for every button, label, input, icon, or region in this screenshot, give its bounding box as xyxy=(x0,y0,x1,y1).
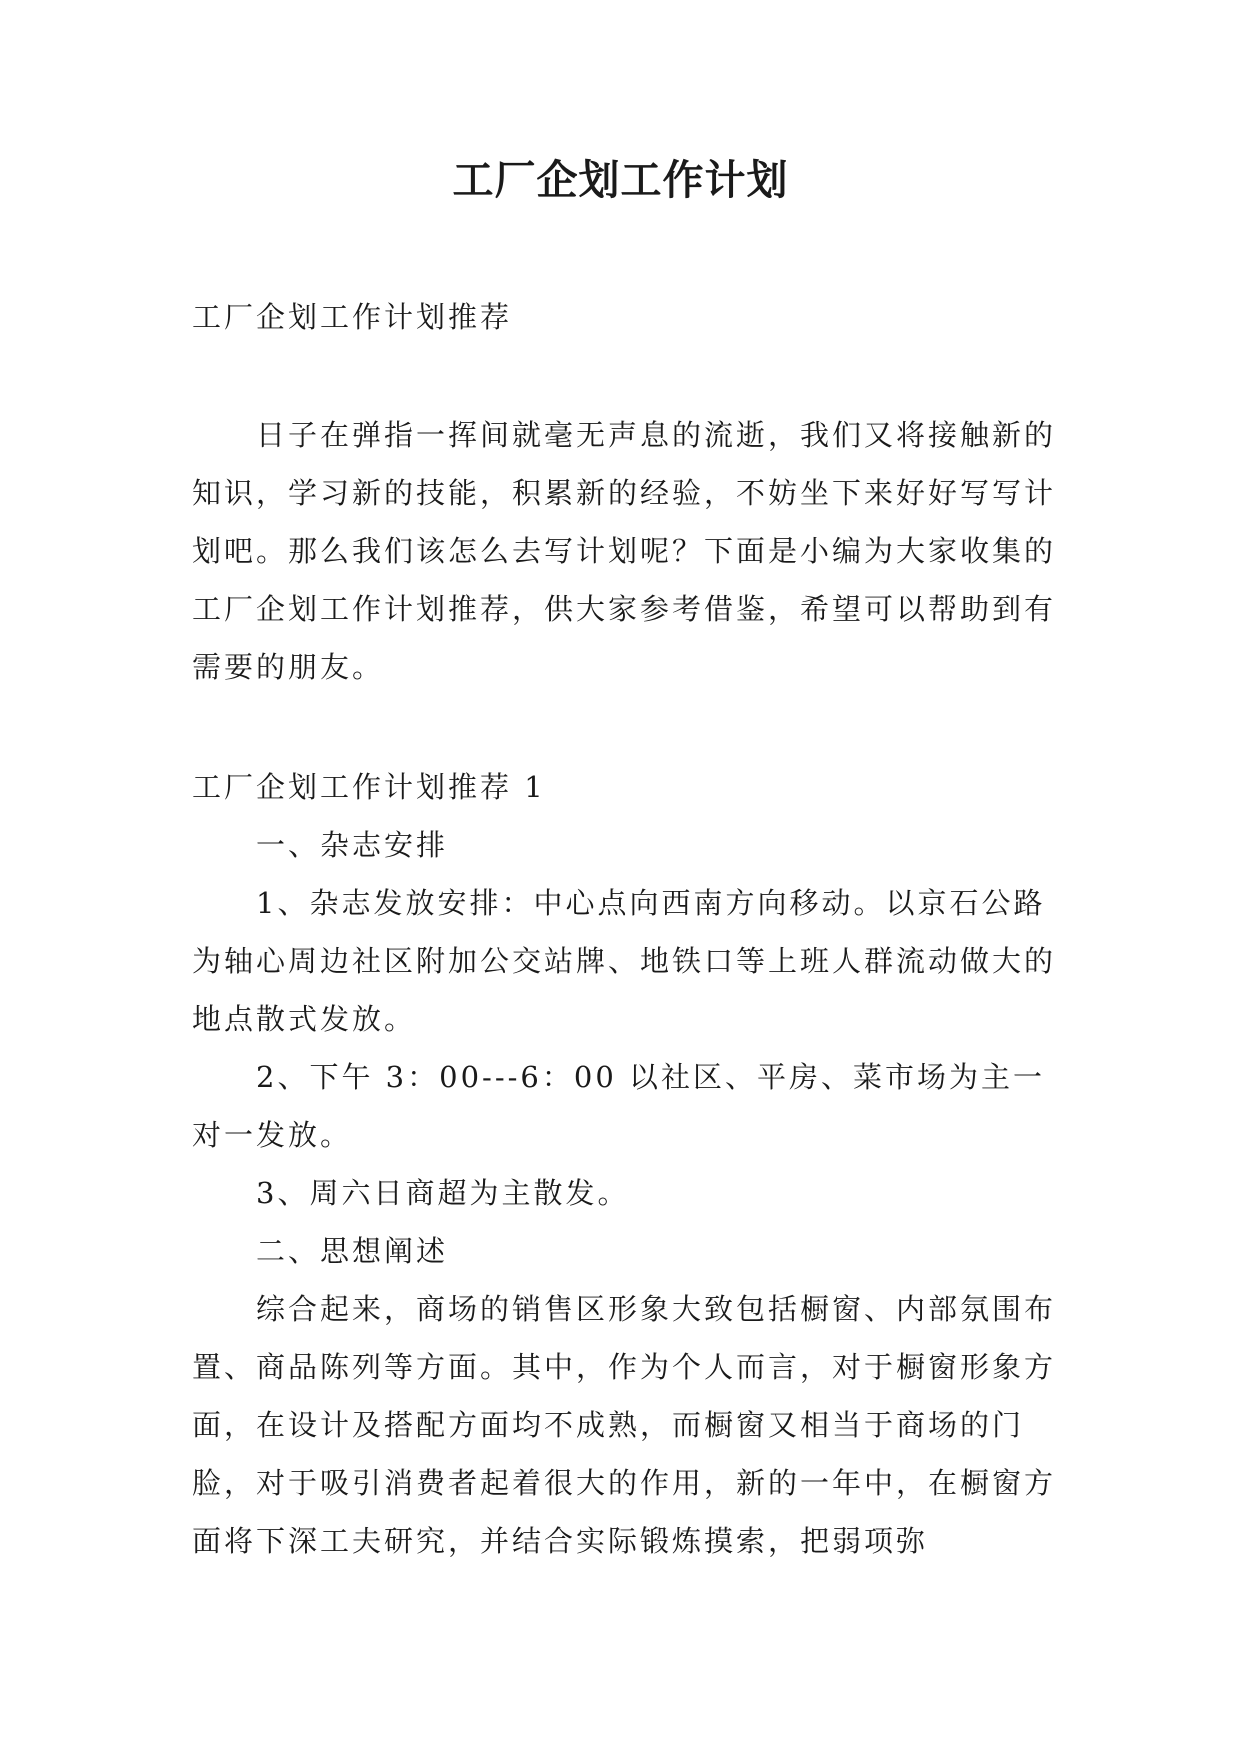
document-title: 工厂企划工作计划 xyxy=(452,156,789,204)
paragraph-item-2: 2、下午 3：00---6：00 以社区、平房、菜市场为主一对一发放。 xyxy=(192,1060,1045,1152)
paragraph-item-3: 3、周六日商超为主散发。 xyxy=(256,1176,630,1210)
document-subtitle: 工厂企划工作计划推荐 xyxy=(192,300,513,334)
section-1 xyxy=(192,758,1060,1570)
section-heading: 工厂企划工作计划推荐 1 xyxy=(192,770,546,804)
paragraph-body: 综合起来，商场的销售区形象大致包括橱窗、内部氛围布置、商品陈列等方面。其中，作为个人而言，对于橱窗形象方面，在设计及搭配方面均不成熟，而橱窗又相当于商场的门脸，对于吸引消费者起着很大的作用，新的一年中，在橱窗方面将下深工夫研究，并结合实际锻炼摸索，把弱项弥 xyxy=(192,1292,1057,1558)
paragraph-heading-magazine: 一、杂志安排 xyxy=(256,828,449,862)
intro-paragraph: 日子在弹指一挥间就毫无声息的流逝，我们又将接触新的知识，学习新的技能，积累新的经验，不妨坐下来好好写写计划吧。那么我们该怎么去写计划呢？下面是小编为大家收集的工厂企划工作计划推荐，供大家参考借鉴，希望可以帮助到有需要的朋友。 xyxy=(192,418,1057,684)
paragraph-heading-thoughts: 二、思想阐述 xyxy=(256,1234,449,1268)
paragraph-item-1: 1、杂志发放安排：中心点向西南方向移动。以京石公路为轴心周边社区附加公交站牌、地铁口等上班人群流动做大的地点散式发放。 xyxy=(192,886,1057,1036)
